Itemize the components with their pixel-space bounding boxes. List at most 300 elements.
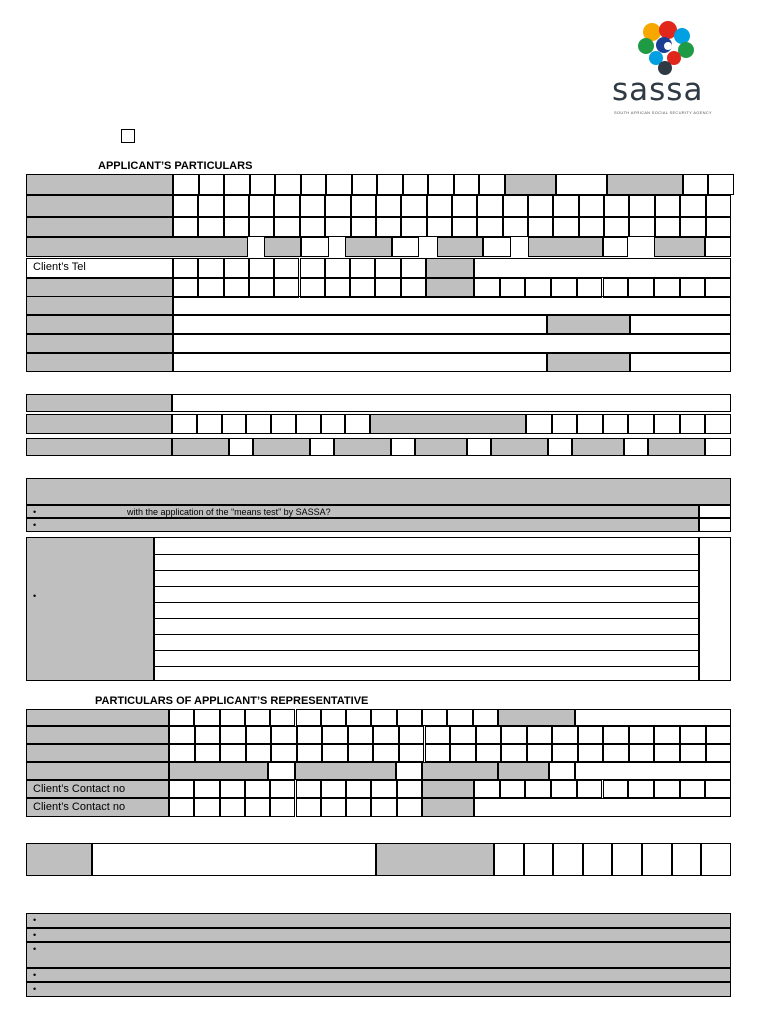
entry-box[interactable] <box>198 195 223 217</box>
entry-box[interactable] <box>500 780 526 798</box>
entry-box[interactable] <box>169 798 194 817</box>
entry-box[interactable] <box>371 780 396 798</box>
rep-contact-1-digits-a <box>169 780 422 798</box>
entry-box[interactable] <box>524 843 554 876</box>
entry-box[interactable] <box>612 843 642 876</box>
applicant-label-7 <box>26 296 173 315</box>
entry-box[interactable] <box>422 709 447 726</box>
client-tel-label: Client’s Tel <box>26 258 173 278</box>
bottom-label-1 <box>26 843 92 876</box>
entry-box[interactable] <box>579 195 604 217</box>
row4-box-2[interactable] <box>392 237 419 257</box>
entry-box[interactable] <box>706 744 732 762</box>
entry-box[interactable] <box>371 798 396 817</box>
entry-box[interactable] <box>705 438 731 456</box>
entry-box[interactable] <box>706 726 732 744</box>
entry-box[interactable] <box>705 414 731 434</box>
entry-box[interactable] <box>552 744 578 762</box>
entry-box[interactable] <box>297 726 323 744</box>
entry-box[interactable] <box>477 195 502 217</box>
entry-box[interactable] <box>654 278 680 298</box>
row4-gray-4 <box>528 237 603 257</box>
means-test-answer-2[interactable] <box>699 518 731 532</box>
entry-box[interactable] <box>325 217 350 237</box>
entry-box[interactable] <box>229 438 253 456</box>
ruled-line <box>155 666 698 667</box>
entry-box[interactable] <box>683 174 708 195</box>
details-answer[interactable] <box>699 537 731 681</box>
entry-box[interactable] <box>350 278 375 298</box>
entry-box[interactable] <box>479 174 505 195</box>
entry-box[interactable] <box>274 217 299 237</box>
applicant-label-1 <box>26 174 173 195</box>
ruled-line <box>155 554 698 555</box>
block2-label-2 <box>26 414 172 434</box>
entry-box[interactable] <box>199 174 225 195</box>
ruled-line <box>155 570 698 571</box>
entry-box[interactable] <box>401 217 426 237</box>
applicant-row-1 <box>173 174 731 195</box>
entry-box[interactable] <box>224 217 249 237</box>
entry-box[interactable] <box>296 709 321 726</box>
row4-box-1[interactable] <box>301 237 329 257</box>
entry-box[interactable] <box>246 414 271 434</box>
entry-box[interactable] <box>447 709 472 726</box>
entry-box[interactable] <box>476 726 502 744</box>
row5-field[interactable] <box>474 258 731 278</box>
entry-box[interactable] <box>501 744 527 762</box>
entry-box[interactable] <box>325 195 350 217</box>
rep-row-1-gray <box>498 709 575 726</box>
entry-box[interactable] <box>583 843 613 876</box>
entry-box[interactable] <box>628 414 654 434</box>
entry-box[interactable] <box>603 726 629 744</box>
row4-box-5[interactable] <box>705 237 731 257</box>
entry-box[interactable] <box>450 726 476 744</box>
footer-item-5 <box>26 982 731 997</box>
rep-label-4 <box>26 762 169 780</box>
row4-gray-5 <box>654 237 705 257</box>
entry-box[interactable] <box>672 843 702 876</box>
entry-box[interactable] <box>604 195 629 217</box>
entry-box[interactable] <box>245 798 270 817</box>
entry-box[interactable] <box>474 278 500 298</box>
entry-box[interactable] <box>274 258 299 278</box>
entry-box[interactable] <box>246 744 272 762</box>
entry-box[interactable] <box>222 414 247 434</box>
row5-gray <box>426 258 474 278</box>
rep-contact-label-1: Client’s Contact no <box>26 780 169 798</box>
entry-box[interactable] <box>169 744 195 762</box>
entry-box[interactable] <box>245 709 270 726</box>
entry-box[interactable] <box>503 195 528 217</box>
entry-box[interactable] <box>552 414 578 434</box>
applicant-label-3 <box>26 217 173 237</box>
rep-label-2 <box>26 726 169 744</box>
entry-box[interactable] <box>172 414 197 434</box>
entry-box[interactable] <box>401 195 426 217</box>
entry-box[interactable] <box>425 726 451 744</box>
entry-box[interactable] <box>706 195 731 217</box>
entry-box[interactable] <box>296 414 321 434</box>
entry-box[interactable] <box>680 780 706 798</box>
entry-box[interactable] <box>270 780 295 798</box>
entry-box[interactable] <box>397 798 422 817</box>
entry-box[interactable] <box>450 744 476 762</box>
entry-box[interactable] <box>173 258 198 278</box>
block2-label-3 <box>26 438 172 456</box>
entry-box[interactable] <box>680 195 705 217</box>
entry-box[interactable] <box>271 744 297 762</box>
entry-box[interactable] <box>270 798 295 817</box>
block2-digits-a <box>172 414 370 434</box>
rep-contact-1-gray <box>422 780 474 798</box>
entry-box[interactable] <box>346 798 371 817</box>
block2-gray-mid <box>370 414 526 434</box>
entry-box[interactable] <box>654 414 680 434</box>
entry-box[interactable] <box>300 217 325 237</box>
entry-box[interactable] <box>578 744 604 762</box>
entry-box[interactable] <box>548 438 572 456</box>
entry-box[interactable] <box>525 278 551 298</box>
entry-box[interactable] <box>500 278 526 298</box>
entry-box[interactable] <box>301 174 327 195</box>
entry-box[interactable] <box>655 217 680 237</box>
entry-box[interactable] <box>224 174 250 195</box>
bullet-1: • <box>33 507 37 517</box>
entry-box[interactable] <box>197 414 222 434</box>
row10-field-b[interactable] <box>630 353 731 372</box>
rep-row-4-box-3[interactable] <box>549 762 575 780</box>
entry-box[interactable] <box>348 726 374 744</box>
rep-row-4-box-1[interactable] <box>268 762 295 780</box>
entry-box[interactable] <box>350 258 375 278</box>
block2-label-1 <box>26 394 172 412</box>
entry-box[interactable] <box>705 780 731 798</box>
entry-box[interactable] <box>375 258 400 278</box>
entry-box[interactable] <box>249 195 274 217</box>
details-lines[interactable] <box>154 537 699 681</box>
applicant-row-3 <box>173 217 731 237</box>
entry-box[interactable] <box>604 217 629 237</box>
entry-box[interactable] <box>321 798 346 817</box>
entry-box[interactable] <box>397 780 422 798</box>
row8-field-b[interactable] <box>630 315 731 334</box>
entry-box[interactable] <box>325 258 350 278</box>
entry-box[interactable] <box>194 780 219 798</box>
entry-box[interactable] <box>454 174 480 195</box>
entry-box[interactable] <box>271 726 297 744</box>
entry-box[interactable] <box>680 278 706 298</box>
entry-box[interactable] <box>220 798 245 817</box>
entry-box[interactable] <box>322 744 348 762</box>
entry-box[interactable] <box>348 744 374 762</box>
rep-row-4-gray-3 <box>422 762 498 780</box>
entry-box[interactable] <box>300 195 325 217</box>
shaded-cell <box>607 174 683 195</box>
row4-gray-1 <box>264 237 301 257</box>
details-label <box>26 537 154 681</box>
entry-box[interactable] <box>603 780 629 798</box>
entry-box[interactable] <box>708 174 734 195</box>
sassa-hands-icon <box>610 20 720 80</box>
entry-box[interactable] <box>629 217 654 237</box>
rep-row-4-field[interactable] <box>575 762 731 780</box>
ruled-line <box>155 618 698 619</box>
entry-box[interactable] <box>501 726 527 744</box>
entry-box[interactable] <box>553 843 583 876</box>
entry-box[interactable] <box>169 709 194 726</box>
entry-box[interactable] <box>270 709 295 726</box>
entry-box[interactable] <box>249 278 274 298</box>
entry-box[interactable] <box>173 195 198 217</box>
entry-box[interactable] <box>352 174 378 195</box>
bottom-digit-boxes <box>494 843 731 876</box>
bottom-label-2 <box>376 843 494 876</box>
entry-box[interactable] <box>377 174 403 195</box>
entry-box[interactable] <box>300 258 325 278</box>
entry-box[interactable] <box>325 278 350 298</box>
applicant-label-4 <box>26 237 248 257</box>
entry-box[interactable] <box>249 217 274 237</box>
entry-box[interactable] <box>403 174 429 195</box>
entry-box[interactable] <box>527 726 553 744</box>
entry-box[interactable] <box>474 780 500 798</box>
entry-box[interactable] <box>552 726 578 744</box>
row6-digits-a <box>173 278 426 298</box>
entry-box[interactable] <box>220 709 245 726</box>
entry-box[interactable] <box>603 414 629 434</box>
bullet-3: • <box>33 591 37 601</box>
entry-box[interactable] <box>351 217 376 237</box>
entry-box[interactable] <box>655 195 680 217</box>
row10-field[interactable] <box>173 353 547 372</box>
entry-box[interactable] <box>642 843 672 876</box>
bottom-field-1[interactable] <box>92 843 376 876</box>
entry-box[interactable] <box>376 217 401 237</box>
entry-box[interactable] <box>553 195 578 217</box>
entry-box[interactable] <box>245 780 270 798</box>
entry-box[interactable] <box>628 278 654 298</box>
entry-box[interactable] <box>705 278 731 298</box>
means-test-question-2 <box>26 518 699 532</box>
shaded-cell <box>172 438 229 456</box>
entry-box[interactable] <box>680 744 706 762</box>
rep-contact-2-gray <box>422 798 474 817</box>
entry-box[interactable] <box>250 174 276 195</box>
entry-box[interactable] <box>526 414 552 434</box>
entry-box[interactable] <box>425 744 451 762</box>
entry-box[interactable] <box>578 726 604 744</box>
entry-box[interactable] <box>527 744 553 762</box>
entry-box[interactable] <box>494 843 524 876</box>
entry-box[interactable] <box>551 278 577 298</box>
entry-box[interactable] <box>220 726 246 744</box>
entry-box[interactable] <box>701 843 731 876</box>
rep-row-1-field[interactable] <box>575 709 731 726</box>
entry-box[interactable] <box>194 798 219 817</box>
entry-box[interactable] <box>194 709 219 726</box>
entry-box[interactable] <box>401 258 426 278</box>
entry-box[interactable] <box>173 278 198 298</box>
entry-box[interactable] <box>577 278 603 298</box>
footer-bullet-1: • <box>33 915 37 925</box>
footer-bullet-4: • <box>33 970 37 980</box>
shaded-cell <box>415 438 467 456</box>
entry-box[interactable] <box>629 726 655 744</box>
ruled-line <box>155 602 698 603</box>
entry-box[interactable] <box>603 278 629 298</box>
rep-row-3 <box>169 744 731 762</box>
entry-box[interactable] <box>345 414 370 434</box>
entry-box[interactable] <box>473 709 498 726</box>
entry-box[interactable] <box>173 217 198 237</box>
entry-box[interactable] <box>654 726 680 744</box>
entry-box[interactable] <box>391 438 415 456</box>
entry-box[interactable] <box>528 195 553 217</box>
applicant-label-10 <box>26 353 173 372</box>
entry-box[interactable] <box>198 258 223 278</box>
entry-box[interactable] <box>397 709 422 726</box>
row4-box-4[interactable] <box>603 237 628 257</box>
entry-box[interactable] <box>300 278 325 298</box>
entry-box[interactable] <box>373 726 399 744</box>
entry-box[interactable] <box>553 217 578 237</box>
block2-row-3 <box>172 438 731 456</box>
entry-box[interactable] <box>271 414 296 434</box>
rep-label-3 <box>26 744 169 762</box>
entry-box[interactable] <box>351 195 376 217</box>
entry-box[interactable] <box>376 195 401 217</box>
entry-box[interactable] <box>224 278 249 298</box>
entry-box[interactable] <box>198 217 223 237</box>
entry-box[interactable] <box>296 780 321 798</box>
entry-box[interactable] <box>427 217 452 237</box>
section-heading-applicant: APPLICANT’S PARTICULARS <box>98 160 253 172</box>
entry-box[interactable] <box>275 174 301 195</box>
entry-box[interactable] <box>477 217 502 237</box>
rep-contact-2-digits <box>169 798 422 817</box>
entry-box[interactable] <box>346 709 371 726</box>
rep-row-4-box-2[interactable] <box>396 762 422 780</box>
entry-box[interactable] <box>195 744 221 762</box>
shaded-cell <box>253 438 310 456</box>
entry-box[interactable] <box>310 438 334 456</box>
entry-box[interactable] <box>169 726 195 744</box>
entry-box[interactable] <box>603 744 629 762</box>
entry-box[interactable] <box>452 195 477 217</box>
rep-contact-1-digits-b <box>474 780 731 798</box>
entry-box[interactable] <box>169 780 194 798</box>
entry-box[interactable] <box>224 195 249 217</box>
entry-box[interactable] <box>326 174 352 195</box>
rep-row-1-digits <box>169 709 498 726</box>
rep-row-4-gray-2 <box>295 762 396 780</box>
entry-box[interactable] <box>680 726 706 744</box>
entry-box[interactable] <box>321 709 346 726</box>
row4-box-3[interactable] <box>483 237 511 257</box>
row8-field[interactable] <box>173 315 547 334</box>
ruled-line <box>155 650 698 651</box>
footer-item-4 <box>26 968 731 982</box>
entry-box[interactable] <box>579 217 604 237</box>
entry-box[interactable] <box>629 744 655 762</box>
entry-box[interactable] <box>399 744 425 762</box>
entry-box[interactable] <box>371 709 396 726</box>
rep-contact-2-field[interactable] <box>474 798 731 817</box>
entry-box[interactable] <box>525 780 551 798</box>
entry-box[interactable] <box>556 174 607 195</box>
row4-gray-3 <box>437 237 483 257</box>
entry-box[interactable] <box>528 217 553 237</box>
entry-box[interactable] <box>346 780 371 798</box>
entry-box[interactable] <box>680 217 705 237</box>
entry-box[interactable] <box>577 780 603 798</box>
entry-box[interactable] <box>249 258 274 278</box>
entry-box[interactable] <box>551 780 577 798</box>
row9-field[interactable] <box>173 334 731 353</box>
entry-box[interactable] <box>476 744 502 762</box>
entry-box[interactable] <box>628 780 654 798</box>
entry-box[interactable] <box>654 780 680 798</box>
footer-item-1 <box>26 913 731 928</box>
entry-box[interactable] <box>220 780 245 798</box>
entry-box[interactable] <box>375 278 400 298</box>
entry-box[interactable] <box>467 438 491 456</box>
means-test-answer-1[interactable] <box>699 505 731 518</box>
shaded-cell <box>334 438 391 456</box>
entry-box[interactable] <box>220 744 246 762</box>
entry-box[interactable] <box>427 195 452 217</box>
entry-box[interactable] <box>399 726 425 744</box>
entry-box[interactable] <box>654 744 680 762</box>
entry-box[interactable] <box>322 726 348 744</box>
entry-box[interactable] <box>680 414 706 434</box>
row8-gray <box>547 315 630 334</box>
entry-box[interactable] <box>274 195 299 217</box>
shaded-cell <box>505 174 556 195</box>
block2-field-1[interactable] <box>172 394 731 412</box>
entry-box[interactable] <box>624 438 648 456</box>
entry-box[interactable] <box>173 174 199 195</box>
means-test-header <box>26 478 731 505</box>
entry-box[interactable] <box>503 217 528 237</box>
entry-box[interactable] <box>321 780 346 798</box>
entry-box[interactable] <box>629 195 654 217</box>
row4-gray-2 <box>345 237 392 257</box>
applicant-label-8 <box>26 315 173 334</box>
ruled-line <box>155 634 698 635</box>
form-checkbox[interactable] <box>121 129 135 143</box>
row7-field[interactable] <box>173 296 731 315</box>
entry-box[interactable] <box>321 414 346 434</box>
entry-box[interactable] <box>274 278 299 298</box>
entry-box[interactable] <box>198 278 223 298</box>
entry-box[interactable] <box>296 798 321 817</box>
entry-box[interactable] <box>428 174 454 195</box>
ruled-line <box>155 586 698 587</box>
entry-box[interactable] <box>373 744 399 762</box>
entry-box[interactable] <box>297 744 323 762</box>
entry-box[interactable] <box>706 217 731 237</box>
entry-box[interactable] <box>246 726 272 744</box>
entry-box[interactable] <box>224 258 249 278</box>
entry-box[interactable] <box>195 726 221 744</box>
entry-box[interactable] <box>452 217 477 237</box>
entry-box[interactable] <box>577 414 603 434</box>
rep-label-1 <box>26 709 169 726</box>
entry-box[interactable] <box>401 278 426 298</box>
